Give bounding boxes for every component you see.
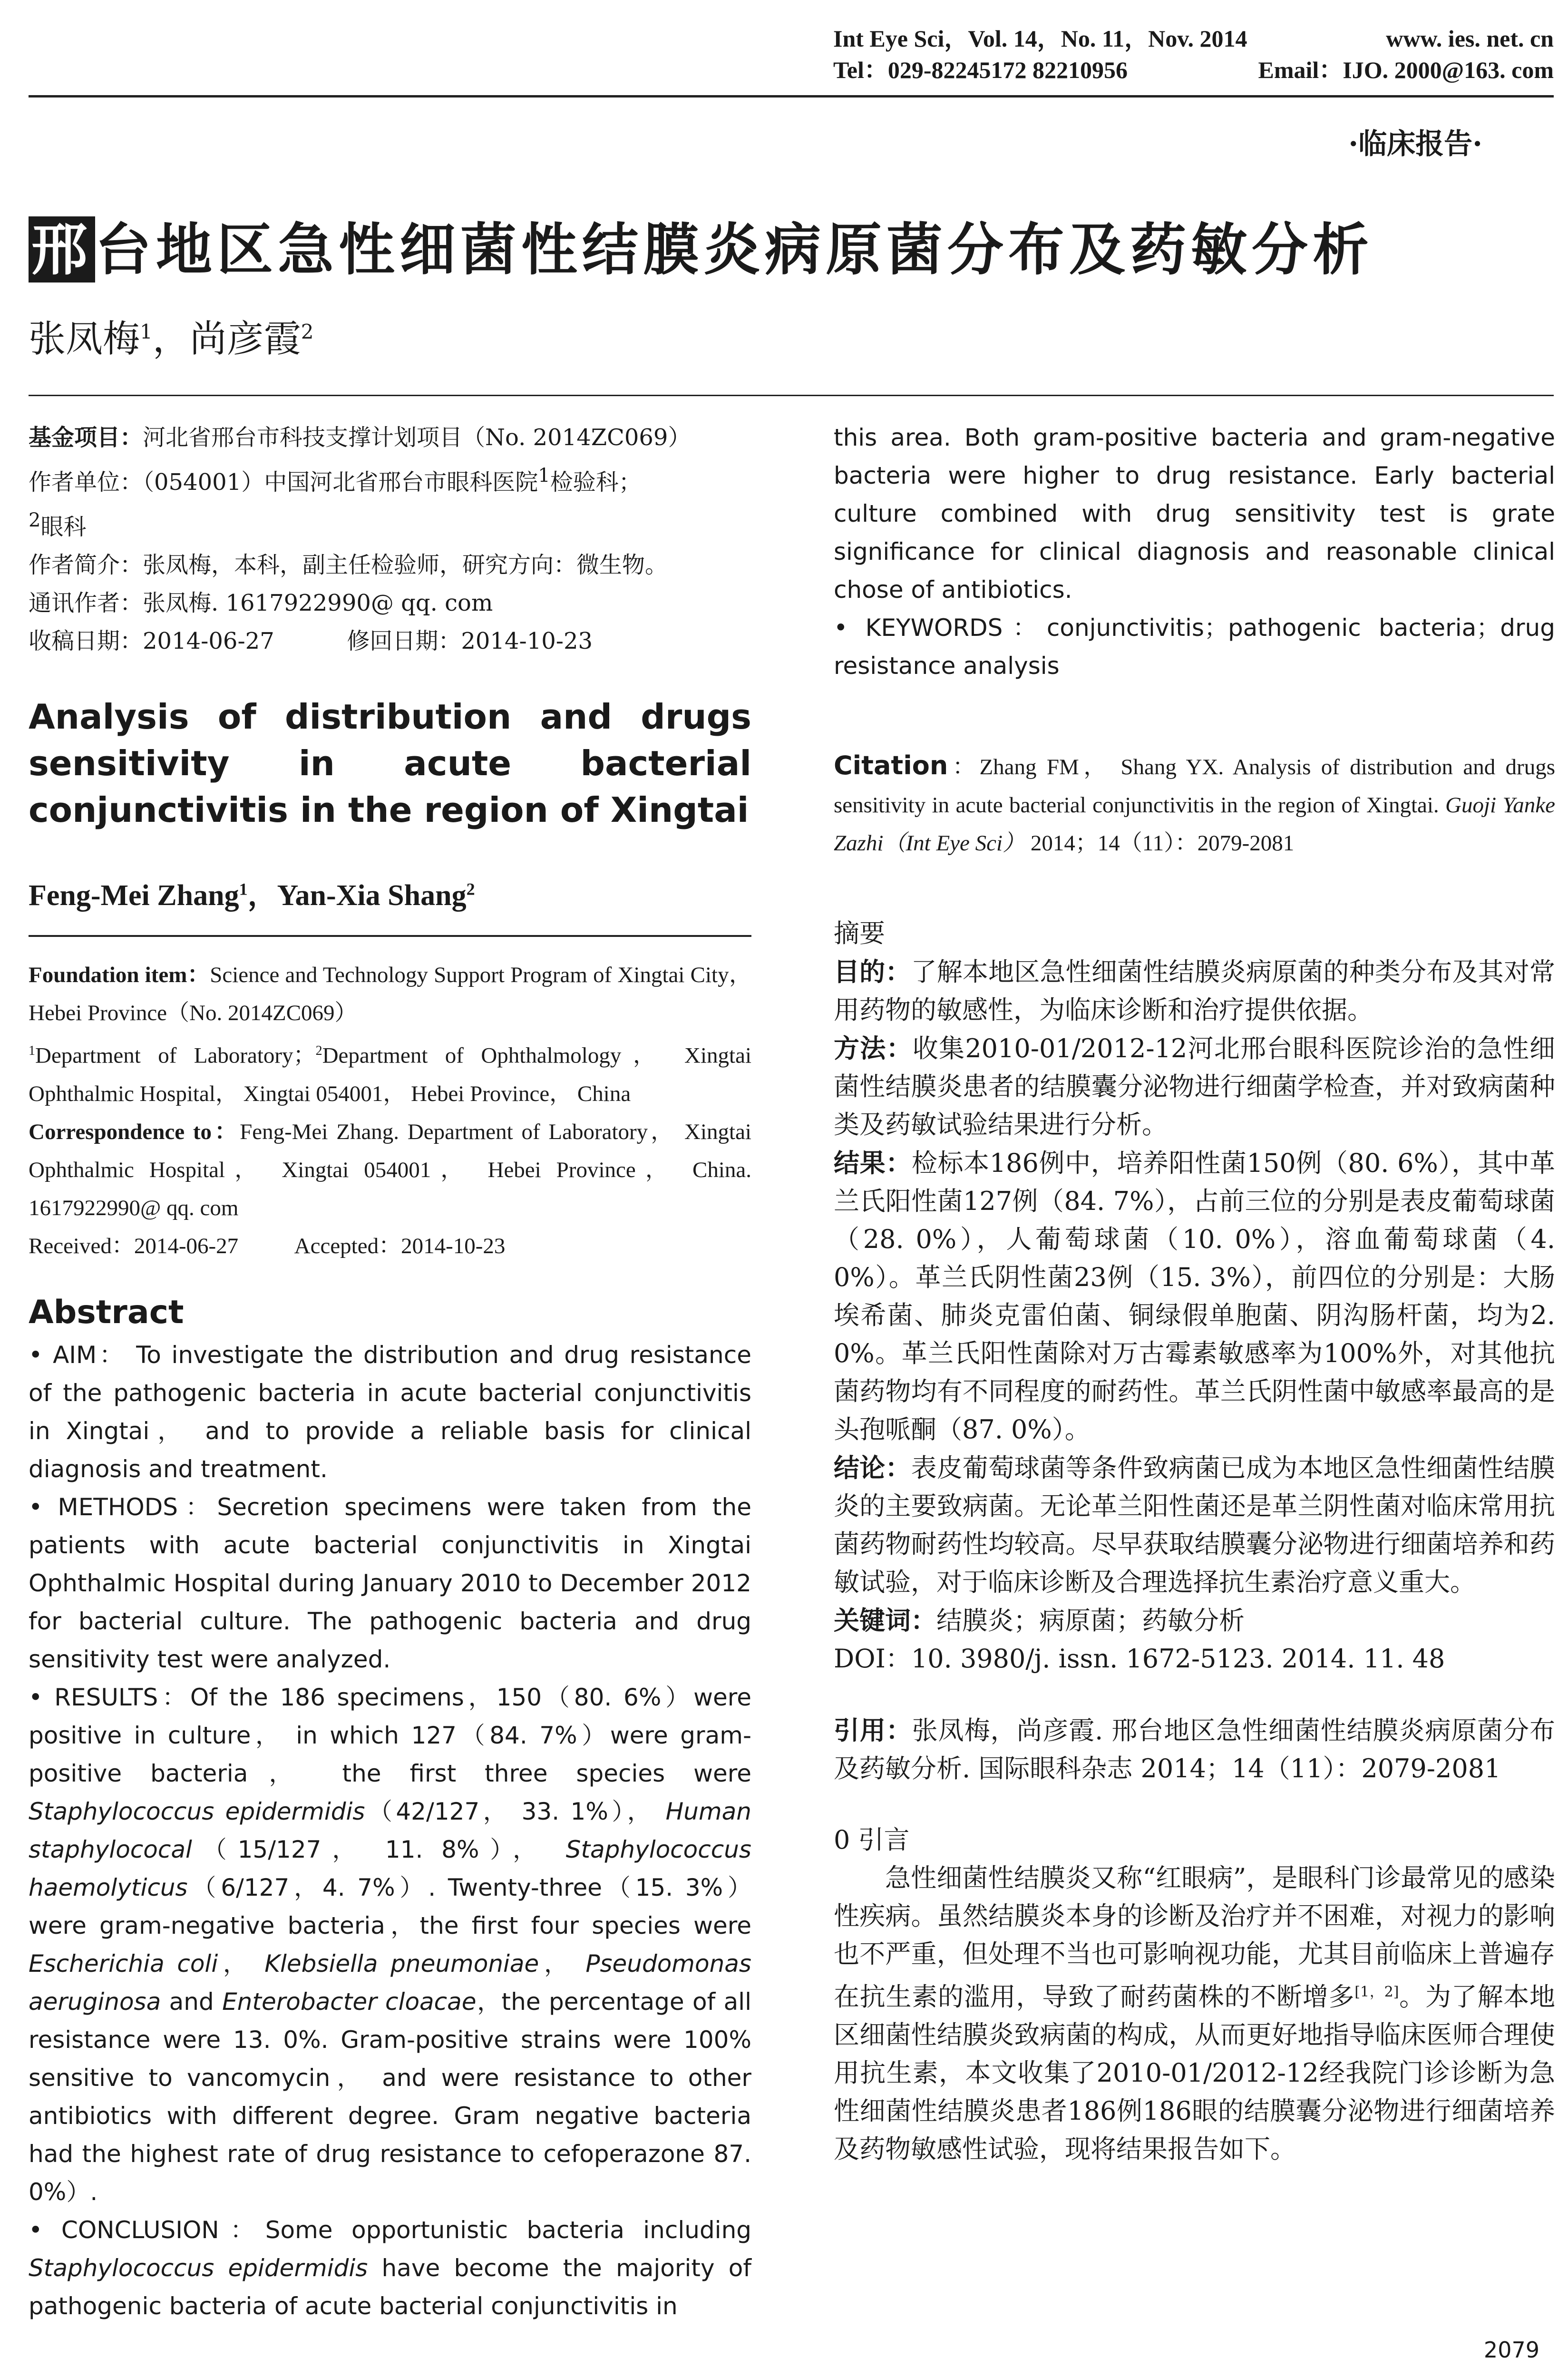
abstract-en (29, 1336, 751, 2325)
abstract-methods: • METHODS：Secretion specimens were taken from the patients with acute bacterial conjunctivitis in Xingtai Ophthalmic Hospital during January 2010 to December 2012 for bacterial culture. The pathogenic bacteria and drug sensitivity test were analyzed. (29, 1493, 751, 1673)
journal-email[interactable]: Email：IJO. 2000@163. com (1258, 57, 1554, 83)
keywords-en: • KEYWORDS：conjunctivitis；pathogenic bacteria；drug resistance analysis (834, 614, 1555, 680)
citation-zh: 引用：张凤梅，尚彦霞. 邢台地区急性细菌性结膜炎病原菌分布及药敏分析. 国际眼科杂志 2014；14（11）：2079-2081 (834, 1715, 1556, 1783)
foundation-info: Foundation item：Science and Technology Support Program of Xingtai City， Hebei Province（No. 2014ZC069） $^1$Department of Laboratory；$^2$Department of Ophthalmology， Xingtai Ophthalmic Hospital， Xingtai 054001， Hebei Province， China Correspondence to：Feng-Mei Zhang. Department of Laboratory， Xingtai Ophthalmic Hospital， Xingtai 054001， Hebei Province， China. 1617922990@ qq. com Received：2014-06-27 Accepted：2014-10-23 (29, 963, 751, 1258)
abstract-en-continued: this area. Both gram-positive bacteria and gram-negative bacteria were higher to drug resistance. Early bacterial culture combined with drug sensitivity test is grate significance for clinical diagnosis and reasonable clinical chose of antibiotics. • KEYWORDS：conjunctivitis；pathogenic bacteria；drug resistance analysis (834, 419, 1555, 685)
paper-title-en: Analysis of distribution and drugs sensitivity in acute bacterial conjunctivitis in the region of Xingtai (29, 697, 751, 830)
left-column (29, 419, 751, 2325)
abstract-results: • RESULTS：Of the 186 specimens，150（80. 6%）were positive in culture， in which 127（84. 7%）were gram-positive bacteria， the first three species were Staphylococcus epidermidis（42/127， 33. 1%）， Human staphylococal（15/127， 11. 8%）， Staphylococcus haemolyticus（6/127，4. 7%）. Twenty-three（15. 3%） were gram-negative bacteria，the first four species were Escherichia coli， Klebsiella pneumoniae， Pseudomonas aeruginosa and Enterobacter cloacae，the percentage of all resistance were 13. 0%. Gram-positive strains were 100% sensitive to vancomycin， and were resistance to other antibiotics with different degree. Gram negative bacteria had the highest rate of drug resistance to cefoperazone 87. 0%）. (29, 1683, 752, 2206)
authors-rule (29, 935, 751, 937)
doi: DOI：10. 3980/j. issn. 1672-5123. 2014. 11. 48 (834, 1644, 1445, 1674)
page-number: 2079 (1483, 2337, 1539, 2363)
abstract-zh: 摘要 目的：了解本地区急性细菌性结膜炎病原菌的种类分布及其对常用药物的敏感性，为临床诊断和治疗提供依据。 方法：收集2010-01/2012-12河北邢台眼科医院诊治的急性细菌性结膜炎患者的结膜囊分泌物进行细菌学检查，并对致病菌种类及药敏试验结果进行分析。 结果：检标本186例中，培养阳性菌150例（80. 6%），其中革兰氏阳性菌127例（84. 7%），占前三位的分别是表皮葡萄球菌（28. 0%），人葡萄球菌（10. 0%），溶血葡萄球菌（4. 0%）。革兰氏阴性菌23例（15. 3%），前四位的分别是：大肠埃希菌、肺炎克雷伯菌、铜绿假单胞菌、阴沟肠杆菌，均为2. 0%。革兰氏阳性菌除对万古霉素敏感率为100%外，对其他抗菌药物均有不同程度的耐药性。革兰氏阴性菌中敏感率最高的是头孢哌酮（87. 0%）。 结论：表皮葡萄球菌等条件致病菌已成为本地区急性细菌性结膜炎的主要致病菌。无论革兰阳性菌还是革兰阴性菌对临床常用抗菌药物耐药性均较高。尽早获取结膜囊分泌物进行细菌培养和药敏试验，对于临床诊断及合理选择抗生素治疗意义重大。 关键词：结膜炎；病原菌；药敏分析 DOI：10. 3980/j. issn. 1672-5123. 2014. 11. 48 (834, 915, 1555, 1678)
abstract-zh-heading: 摘要 (834, 918, 885, 948)
article-info-zh: 基金项目：河北省邢台市科技支撑计划项目（No. 2014ZC069） 作者单位：（054001）中国河北省邢台市眼科医院$^1$检验科； $^2$眼科 作者简介：张凤梅，本科，副主任检验师，研究方向：微生物。 通讯作者：张凤梅. 1617922990@ qq. com 收稿日期：2014-06-27 修回日期：2014-10-23 (29, 424, 691, 654)
authors-en: Feng-Mei Zhang$^1$，Yan-Xia Shang$^2$ (29, 879, 475, 912)
journal-tel: Tel：029-82245172 82210956 (833, 57, 1128, 83)
citation-en: Citation：Zhang FM， Shang YX. Analysis of distribution and drugs sensitivity in acute bacterial conjunctivitis in the region of Xingtai. Guoji Yanke Zazhi（Int Eye Sci） 2014；14（11）：2079-2081 (834, 750, 1555, 856)
abstract-aim: • AIM： To investigate the distribution and drug resistance of the pathogenic bacteria in acute bacterial conjunctivitis in Xingtai， and to provide a reliable basis for clinical diagnosis and treatment. (29, 1341, 751, 1483)
intro-heading: 0 引言 (834, 1825, 910, 1855)
header-rule (29, 95, 1554, 97)
reference-marker[interactable]: [1，2] (1354, 1984, 1399, 2000)
authors-zh: 张凤梅$^1$，尚彦霞$^2$ (29, 318, 314, 360)
abstract-conclusion: • CONCLUSION：Some opportunistic bacteria including Staphylococcus epidermidis have become the majority of pathogenic bacteria of acute bacterial conjunctivitis in (29, 2216, 751, 2320)
journal-issue: Int Eye Sci，Vol. 14，No. 11，Nov. 2014 (833, 25, 1247, 52)
journal-website[interactable]: www. ies. net. cn (1386, 25, 1554, 52)
section-label: ·临床报告· (1348, 127, 1482, 161)
abstract-heading: Abstract (29, 1293, 184, 1331)
title-rule (29, 395, 1554, 396)
right-column (834, 419, 1555, 2168)
title-rest: 台地区急性细菌性结膜炎病原菌分布及药敏分析 (95, 216, 1374, 283)
introduction: 0 引言 急性细菌性结膜炎又称“红眼病”，是眼科门诊最常见的感染性疾病。虽然结膜炎本身的诊断及治疗并不困难，对视力的影响也不严重，但处理不当也可影响视功能，尤其目前临床上普遍存在抗生素的滥用，导致了耐药菌株的不断增多[1，2]。为了解本地区细菌性结膜炎致病菌的构成，从而更好地指导临床医师合理使用抗生素，本文收集了2010-01/2012-12经我院门诊诊断为急性细菌性结膜炎患者186例186眼的结膜囊分泌物进行细菌培养及药物敏感性试验，现将结果报告如下。 (834, 1821, 1555, 2168)
paper-title-zh (29, 205, 1373, 285)
journal-header (833, 23, 1554, 86)
title-initial: 邢 (29, 216, 95, 283)
